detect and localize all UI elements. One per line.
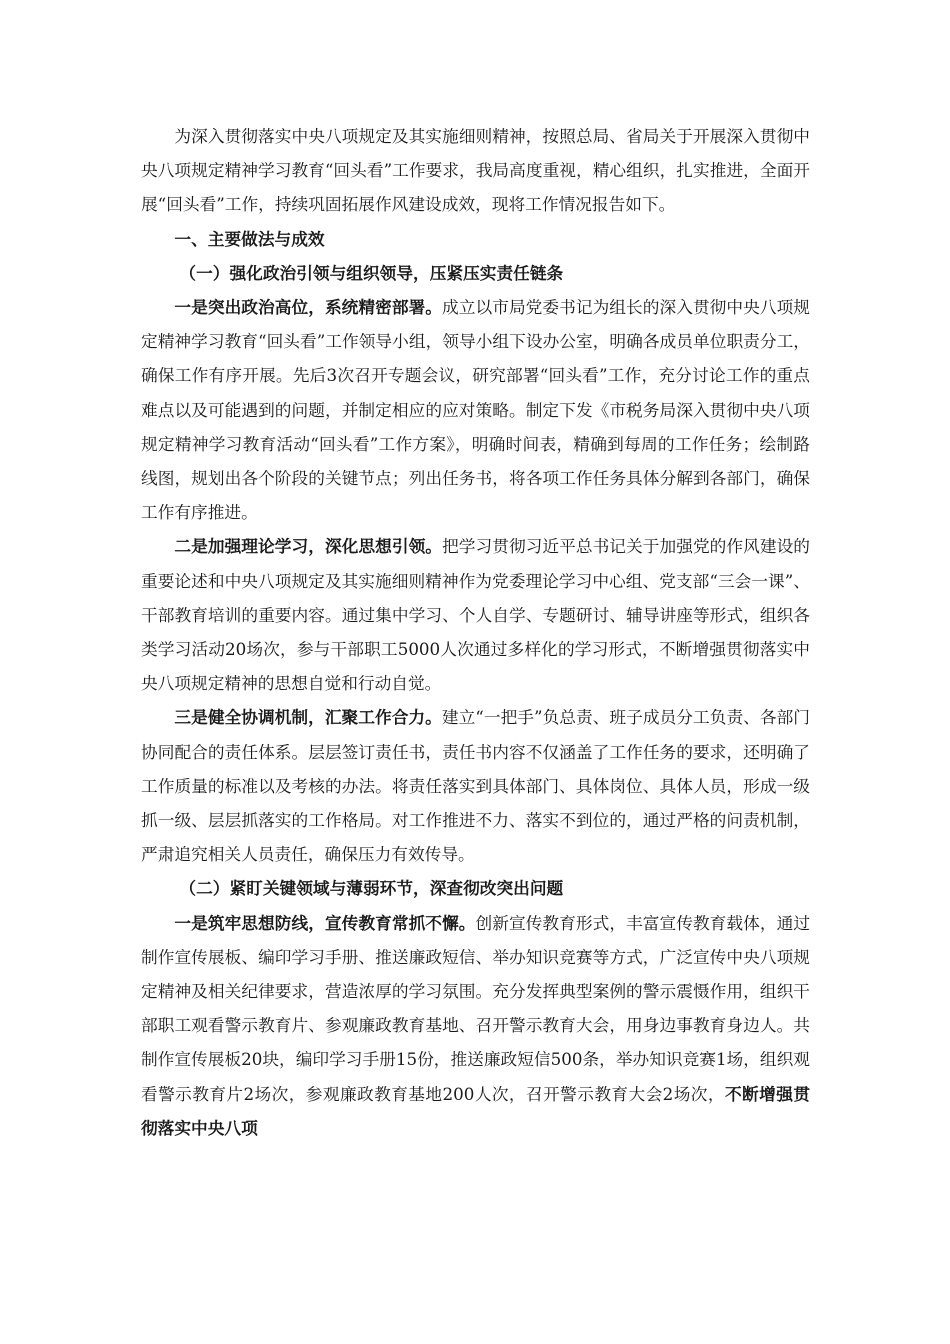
section-heading-main-practices: 一、主要做法与成效 bbox=[174, 228, 325, 249]
paragraph-theory-study bbox=[141, 529, 810, 700]
subsection-heading-key-areas: （二）紧盯关键领域与薄弱环节，深查彻改突出问题 bbox=[179, 878, 564, 899]
paragraph-lead: 三是健全协调机制，汇聚工作合力。 bbox=[174, 707, 442, 728]
intro-paragraph: 为深入贯彻落实中央八项规定及其实施细则精神，按照总局、省局关于开展深入贯彻中央八项规定精神学习教育“回头看”工作要求，我局高度重视，精心组织，扎实推进，全面开展“回头看”工作，持续巩固拓展作风建设成效，现将工作情况报告如下。 bbox=[141, 126, 810, 215]
paragraph-coordination-mechanism bbox=[141, 700, 810, 871]
paragraph-body: 建立“一把手”负总责、班子成员分工负责、各部门协同配合的责任体系。层层签订责任书，责任书内容不仅涵盖了工作任务的要求，还明确了工作质量的标准以及考核的办法。将责任落实到具体部门、具体岗位、具体人员，形成一级抓一级、层层抓落实的工作格局。对工作推进不力、落实不到位的，通过严格的问责机制，严肃追究相关人员责任，确保压力有效传导。 bbox=[141, 707, 810, 865]
paragraph-body: 成立以市局党委书记为组长的深入贯彻中央八项规定精神学习教育“回头看”工作领导小组，领导小组下设办公室，明确各成员单位职责分工，确保工作有序开展。先后3次召开专题会议，研究部署“回头看”工作，充分讨论工作的重点难点以及可能遇到的问题，并制定相应的应对策略。制定下发《市税务局深入贯彻中央八项规定精神学习教育活动“回头看”工作方案》，明确时间表，精确到每周的工作任务；绘制路线图，规划出各个阶段的关键节点；列出任务书，将各项工作任务具体分解到各部门，确保工作有序推进。 bbox=[141, 297, 810, 523]
paragraph-tail-emphasis: 不断增强贯彻落实中央八项 bbox=[141, 1083, 811, 1138]
paragraph-lead: 二是加强理论学习，深化思想引领。 bbox=[174, 536, 443, 557]
subsection-heading-political-leadership: （一）强化政治引领与组织领导，压紧压实责任链条 bbox=[179, 262, 564, 283]
paragraph-body: 把学习贯彻习近平总书记关于加强党的作风建设的重要论述和中央八项规定及其实施细则精神作为党委理论学习中心组、党支部“三会一课”、干部教育培训的重要内容。通过集中学习、个人自学、专题研讨、辅导讲座等形式，组织各类学习活动20场次，参与干部职工5000人次通过多样化的学习形式，不断增强贯彻落实中央八项规定精神的思想自觉和行动自觉。 bbox=[141, 536, 810, 694]
paragraph-publicity-education bbox=[141, 906, 810, 1145]
paragraph-lead: 一是筑牢思想防线，宣传教育常抓不懈。 bbox=[174, 912, 476, 933]
paragraph-lead: 一是突出政治高位，系统精密部署。 bbox=[174, 297, 443, 318]
document-page bbox=[141, 119, 810, 1145]
paragraph-political-deployment bbox=[141, 290, 810, 529]
paragraph-body: 创新宣传教育形式，丰富宣传教育载体，通过制作宣传展板、编印学习手册、推送廉政短信、举办知识竞赛等方式，广泛宣传中央八项规定精神及相关纪律要求，营造浓厚的学习氛围。充分发挥典型案例的警示震慑作用，组织干部职工观看警示教育片、参观廉政教育基地、召开警示教育大会，用身边事教育身边人。共制作宣传展板20块，编印学习手册15份，推送廉政短信500条，举办知识竞赛1场，组织观看警示教育片2场次，参观廉政教育基地200人次，召开警示教育大会2场次， bbox=[141, 912, 811, 1104]
